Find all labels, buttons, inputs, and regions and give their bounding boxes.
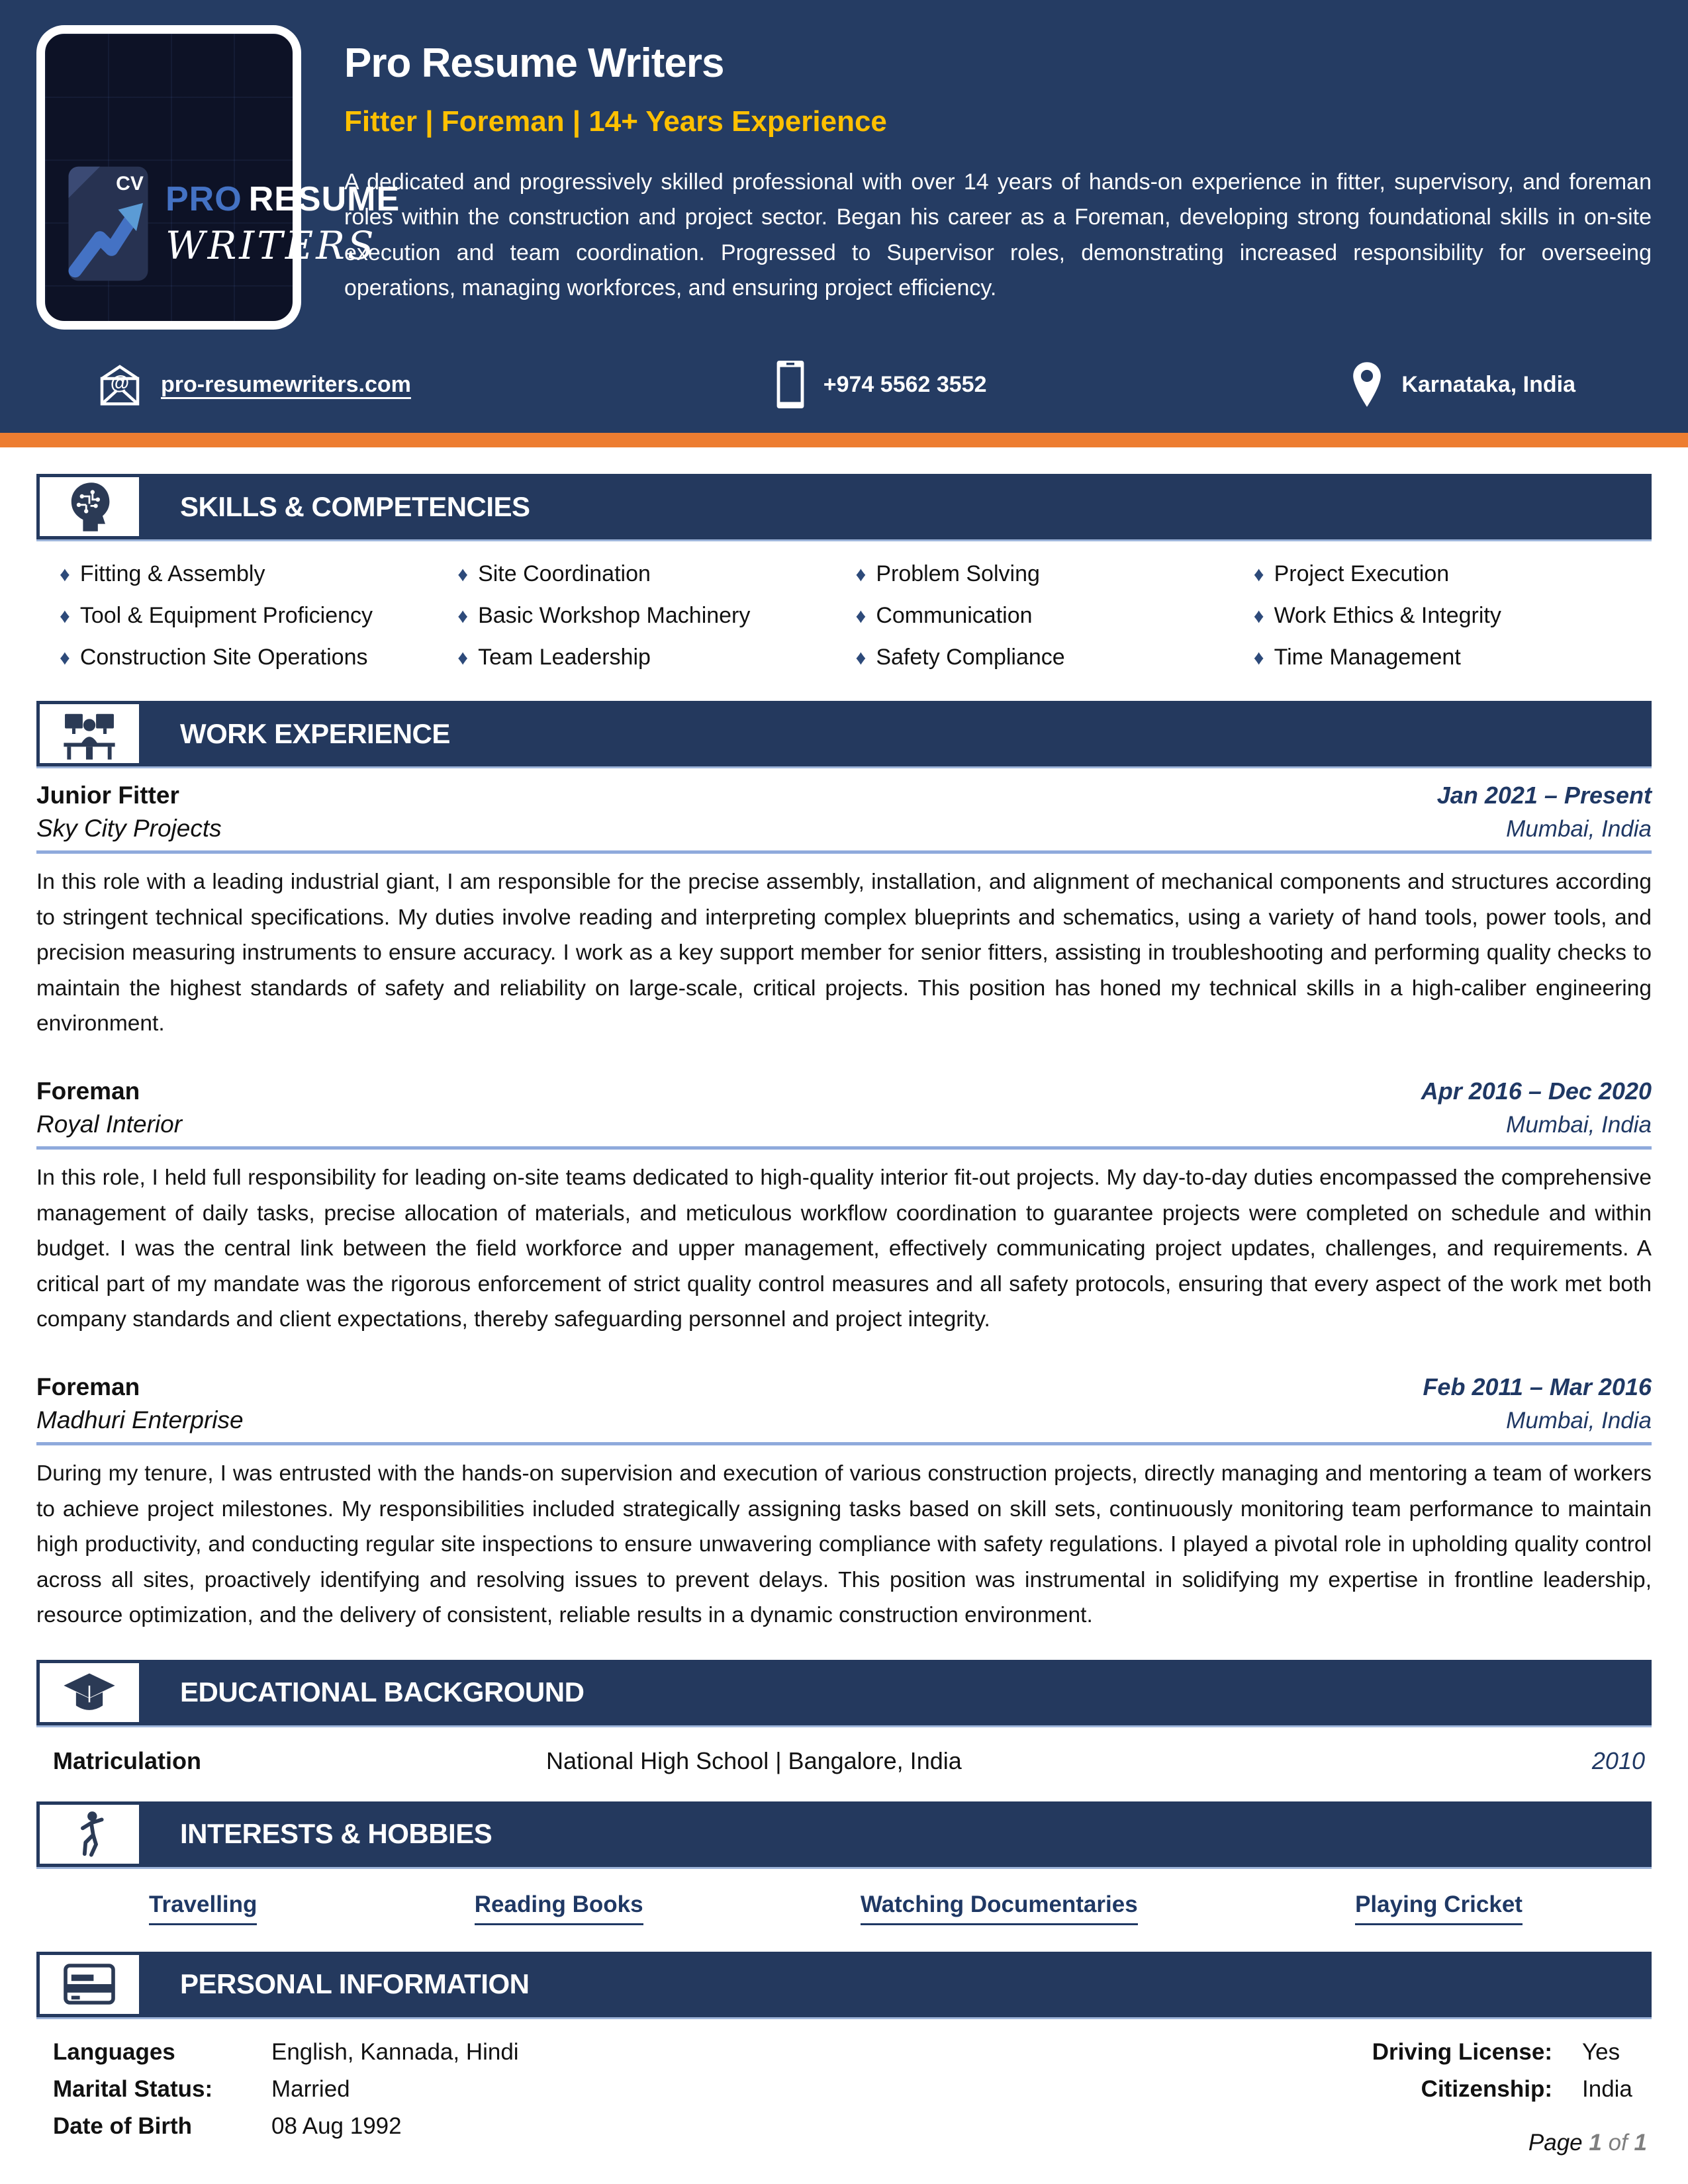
- contact-website: [96, 361, 411, 408]
- page-number: 1: [1589, 2130, 1602, 2156]
- job-description: During my tenure, I was entrusted with the hands-on supervision and execution of various construction projects, directly managing and mentoring a team of workers to achieve project milestones. My responsibilities included strategically assigning tasks based on skill sets, continuously monitoring team performance to maintain high productivity, and conducting regular site inspections to ensure unwavering compliance with safety regulations. I played a pivotal role in upholding quality control across all sites, proactively identifying and resolving issues to prevent delays. This position was instrumental in solidifying my expertise in frontline leadership, resource optimization, and the delivery of consistent, reliable results in a dynamic construction environment.: [36, 1461, 1652, 1628]
- job-location: Mumbai, India: [1506, 816, 1652, 842]
- page-title: Pro Resume Writers: [344, 40, 724, 86]
- skill-item: ♦ Fitting & Assembly: [60, 561, 265, 586]
- contact-bar: [36, 330, 1652, 433]
- skill-item: ♦ Work Ethics & Integrity: [1253, 603, 1501, 628]
- job-entry: [36, 1077, 1652, 1338]
- job-headline: Fitter | Foreman | 14+ Years Experience: [344, 105, 887, 138]
- skills-list: [36, 541, 1652, 674]
- skill-item: ♦ Communication: [855, 603, 1033, 628]
- skill-item: ♦ Project Execution: [1253, 561, 1450, 586]
- cv-label: CV: [116, 172, 144, 195]
- skill-item: ♦ Tool & Equipment Proficiency: [60, 603, 373, 628]
- skill-item: ♦ Problem Solving: [855, 561, 1040, 586]
- job-entry: [36, 782, 1652, 1042]
- active-person-icon: [66, 1806, 113, 1862]
- page-label: Page: [1528, 2130, 1583, 2156]
- interests-icon-box: [40, 1805, 139, 1864]
- info-label: Driving License:: [1372, 2038, 1552, 2065]
- info-value: India: [1582, 2075, 1632, 2102]
- logo-resume: RESUME: [248, 180, 400, 218]
- info-label: Marital Status:: [53, 2075, 213, 2102]
- job-description: In this role with a leading industrial giant, I am responsible for the precise assembly, installation, and alignment of mechanical components and structures according to stringent technical specifications. My duties involve reading and interpreting complex blueprints and schematics, using a variety of hand tools, power tools, and precision measuring instruments to ensure accuracy. I work as a key support member for senior fitters, assisting in troubleshooting and performing quality checks to maintain the highest standards of safety and reliability on large-scale, critical projects. This position has honed my technical skills in a high-caliber engineering environment.: [36, 870, 1652, 1036]
- diamond-bullet: ♦: [60, 604, 70, 627]
- info-label: Date of Birth: [53, 2113, 192, 2139]
- job-dates: Jan 2021 – Present: [1436, 782, 1652, 809]
- email-icon: [96, 361, 144, 408]
- diamond-bullet: ♦: [1253, 563, 1264, 586]
- cv-document-icon: [57, 161, 156, 287]
- experience-section-title: WORK EXPERIENCE: [180, 717, 450, 749]
- personal-info: [36, 2039, 1652, 2140]
- website-link[interactable]: pro-resumewriters.com: [161, 371, 411, 397]
- hobby-item: Playing Cricket: [1355, 1891, 1523, 1925]
- education-entry: [36, 1747, 1652, 1775]
- job-company: Madhuri Enterprise: [36, 1406, 244, 1433]
- page-of: of: [1608, 2130, 1628, 2156]
- info-label: Citizenship:: [1421, 2075, 1552, 2102]
- job-title: Foreman: [36, 1077, 140, 1105]
- page-footer: [1528, 2130, 1647, 2156]
- phone-number: +974 5562 3552: [823, 371, 987, 397]
- info-value: Yes: [1582, 2038, 1620, 2065]
- info-value: English, Kannada, Hindi: [271, 2038, 519, 2065]
- section-header-personal: [36, 1952, 1652, 2019]
- personal-icon-box: [40, 1955, 139, 2014]
- section-header-interests: [36, 1801, 1652, 1869]
- header: [0, 0, 1688, 433]
- hobby-item: Travelling: [149, 1891, 257, 1925]
- svg-text:@: @: [110, 372, 130, 394]
- personal-info-right: [1372, 2039, 1645, 2140]
- info-value: 08 Aug 1992: [271, 2113, 402, 2139]
- diamond-bullet: ♦: [457, 604, 469, 627]
- job-location: Mumbai, India: [1506, 1111, 1652, 1138]
- skill-item: ♦ Safety Compliance: [855, 645, 1065, 670]
- skill-item: ♦ Team Leadership: [457, 645, 651, 670]
- accent-divider: [0, 433, 1688, 447]
- graduation-cap-icon: [62, 1664, 117, 1720]
- degree: Matriculation: [53, 1747, 202, 1774]
- job-dates: Apr 2016 – Dec 2020: [1421, 1077, 1652, 1105]
- job-location: Mumbai, India: [1506, 1407, 1652, 1433]
- personal-info-left: [53, 2039, 519, 2140]
- brain-head-icon: [63, 479, 116, 535]
- experience-icon-box: [40, 704, 139, 763]
- info-value: Married: [271, 2075, 350, 2102]
- skills-section-title: SKILLS & COMPETENCIES: [180, 490, 530, 522]
- info-label: Languages: [53, 2038, 175, 2065]
- diamond-bullet: ♦: [60, 646, 70, 669]
- job-title: Foreman: [36, 1373, 140, 1400]
- skills-icon-box: [40, 477, 139, 536]
- diamond-bullet: ♦: [457, 563, 469, 586]
- contact-phone: [774, 359, 987, 410]
- diamond-bullet: ♦: [60, 563, 70, 586]
- skill-item: ♦ Time Management: [1253, 645, 1461, 670]
- skill-item: ♦ Site Coordination: [457, 561, 651, 586]
- hobbies-list: [36, 1891, 1652, 1925]
- hobby-item: Reading Books: [475, 1891, 643, 1925]
- diamond-bullet: ♦: [457, 646, 469, 669]
- education-section-title: EDUCATIONAL BACKGROUND: [180, 1676, 585, 1708]
- job-entry: [36, 1373, 1652, 1633]
- section-header-skills: [36, 474, 1652, 541]
- school: National High School | Bangalore, India: [546, 1747, 962, 1774]
- job-company: Royal Interior: [36, 1110, 183, 1138]
- job-title: Junior Fitter: [36, 782, 179, 809]
- hobby-item: Watching Documentaries: [861, 1891, 1138, 1925]
- interests-section-title: INTERESTS & HOBBIES: [180, 1818, 492, 1850]
- section-header-experience: [36, 701, 1652, 768]
- location-pin-icon: [1350, 360, 1384, 409]
- phone-icon: [774, 359, 806, 410]
- job-description: In this role, I held full responsibility for leading on-site teams dedicated to high-quality interior fit-out projects. My day-to-day duties encompassed the comprehensive management of daily tasks, precise allocation of materials, and meticulous workflow coordination to guarantee projects were completed on schedule and within budget. I was the central link between the field workforce and upper management, effectively communicating project updates, challenges, and requirements. A critical part of my mandate was the rigorous enforcement of strict quality control measures and all safety protocols, ensuring that every aspect of the work met both company standards and client expectations, thereby safeguarding personnel and project integrity.: [36, 1165, 1652, 1332]
- education-icon-box: [40, 1663, 139, 1722]
- contact-location: [1350, 360, 1575, 409]
- diamond-bullet: ♦: [1253, 646, 1264, 669]
- skill-item: ♦ Basic Workshop Machinery: [457, 603, 751, 628]
- diamond-bullet: ♦: [855, 563, 867, 586]
- diamond-bullet: ♦: [855, 604, 867, 627]
- section-header-education: [36, 1660, 1652, 1727]
- workstation-icon: [62, 706, 117, 762]
- skill-item: ♦ Construction Site Operations: [60, 645, 368, 670]
- job-company: Sky City Projects: [36, 815, 222, 842]
- id-card-icon: [63, 1962, 116, 2007]
- page-total: 1: [1634, 2130, 1647, 2156]
- personal-section-title: PERSONAL INFORMATION: [180, 1968, 530, 2000]
- logo-writers: WRITERS: [165, 223, 377, 268]
- logo-pro: PRO: [165, 180, 242, 218]
- profile-summary: A dedicated and progressively skilled professional with over 14 years of hands-on experience in fitter, supervisory, and foreman roles within the construction and project sector. Began his career as a Foreman, developing strong foundational skills in on-site execution and team coordination. Progressed to Supervisor roles, demonstrating increased responsibility for overseeing operations, managing workforces, and ensuring project efficiency.: [344, 169, 1652, 301]
- company-logo: [36, 25, 400, 330]
- job-dates: Feb 2011 – Mar 2016: [1423, 1373, 1652, 1400]
- graduation-year: 2010: [1591, 1747, 1645, 1774]
- diamond-bullet: ♦: [855, 646, 867, 669]
- location-text: Karnataka, India: [1401, 371, 1575, 397]
- diamond-bullet: ♦: [1253, 604, 1264, 627]
